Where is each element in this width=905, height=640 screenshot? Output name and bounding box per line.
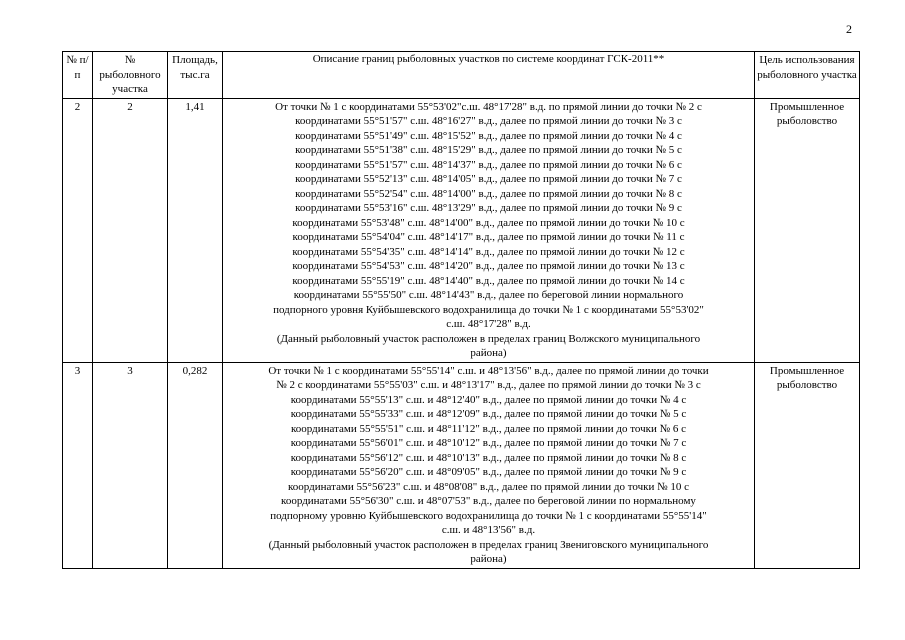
description-line: координатами 55°51'57" с.ш. 48°16'27" в.д., далее по прямой линии до точки № 3 с	[295, 115, 682, 127]
boundary-description-cell	[223, 98, 755, 362]
description-line: координатами 55°54'35" с.ш. 48°14'14" в.д., далее по прямой линии до точки № 12 с	[292, 245, 685, 258]
plot-number-cell: 3	[93, 362, 168, 568]
description-line: координатами 55°56'01" с.ш. и 48°10'12" в.д., далее по прямой линии до точки № 7 с	[290, 437, 687, 449]
description-line: с.ш. и 48°13'56" в.д.	[441, 524, 536, 536]
description-line: района)	[470, 347, 507, 359]
header-purpose: Цель использования рыболовного участка	[755, 52, 860, 99]
description-line: координатами 55°53'48" с.ш. 48°14'00" в.д., далее по прямой линии до точки № 10 с	[292, 216, 685, 229]
description-line: координатами 55°53'16" с.ш. 48°13'29" в.д., далее по прямой линии до точки № 9 с	[295, 202, 682, 214]
header-row-number: № п/п	[63, 52, 93, 99]
header-plot-number: № рыболовного участка	[93, 52, 168, 99]
description-line: (Данный рыболовный участок расположен в пределах границ Звениговского муниципального	[268, 538, 709, 551]
description-line: координатами 55°55'51" с.ш. и 48°11'12" в.д., далее по прямой линии до точки № 6 с	[290, 422, 687, 435]
purpose-cell: Промышленное рыболовство	[755, 98, 860, 362]
description-line: (Данный рыболовный участок расположен в пределах границ Волжского муниципального	[276, 332, 701, 345]
description-line: координатами 55°54'04" с.ш. 48°14'17" в.д., далее по прямой линии до точки № 11 с	[292, 231, 685, 243]
description-line: координатами 55°55'13" с.ш. и 48°12'40" в.д., далее по прямой линии до точки № 4 с	[290, 393, 687, 406]
description-line: подпорному уровню Куйбышевского водохранилища до точки № 1 с координатами 55°55'14"	[270, 509, 707, 522]
area-cell: 0,282	[168, 362, 223, 568]
description-line: района)	[470, 553, 507, 565]
boundary-description-cell	[223, 362, 755, 568]
description-line: № 2 с координатами 55°55'03" с.ш. и 48°13'17" в.д., далее по прямой линии до точки № 3 с	[276, 379, 701, 391]
description-line: подпорного уровня Куйбышевского водохранилища до точки № 1 с координатами 55°53'02"	[273, 303, 704, 316]
table-row	[63, 362, 860, 568]
description-line: От точки № 1 с координатами 55°53'02"с.ш. 48°17'28" в.д. по прямой линии до точки № 2 с	[275, 100, 702, 113]
description-line: координатами 55°54'53" с.ш. 48°14'20" в.д., далее по прямой линии до точки № 13 с	[292, 260, 685, 272]
description-line: От точки № 1 с координатами 55°55'14" с.ш. и 48°13'56" в.д., далее по прямой линии до точки	[268, 364, 709, 377]
plot-number-cell: 2	[93, 98, 168, 362]
description-line: координатами 55°56'30" с.ш. и 48°07'53" в.д., далее по береговой линии по нормальному	[281, 495, 696, 507]
description-line: координатами 55°55'50" с.ш. 48°14'43" в.д., далее по береговой линии нормального	[293, 289, 684, 301]
description-line: координатами 55°51'49" с.ш. 48°15'52" в.д., далее по прямой линии до точки № 4 с	[295, 129, 682, 142]
purpose-cell: Промышленное рыболовство	[755, 362, 860, 568]
description-line: координатами 55°55'33" с.ш. и 48°12'09" в.д., далее по прямой линии до точки № 5 с	[290, 408, 687, 420]
fishing-plots-table	[62, 51, 860, 569]
area-cell: 1,41	[168, 98, 223, 362]
description-line: координатами 55°56'12" с.ш. и 48°10'13" в.д., далее по прямой линии до точки № 8 с	[290, 451, 687, 464]
table-header-row	[63, 52, 860, 99]
description-line: координатами 55°51'38" с.ш. 48°15'29" в.д., далее по прямой линии до точки № 5 с	[295, 144, 682, 156]
description-line: координатами 55°56'20" с.ш. и 48°09'05" в.д., далее по прямой линии до точки № 9 с	[290, 466, 687, 478]
header-boundary-description: Описание границ рыболовных участков по системе координат ГСК-2011**	[223, 52, 755, 99]
description-line: координатами 55°52'54" с.ш. 48°14'00" в.д., далее по прямой линии до точки № 8 с	[295, 187, 682, 200]
header-area: Площадь, тыс.га	[168, 52, 223, 99]
description-line: координатами 55°51'57" с.ш. 48°14'37" в.д., далее по прямой линии до точки № 6 с	[295, 158, 682, 171]
description-line: координатами 55°56'23" с.ш. и 48°08'08" в.д., далее по прямой линии до точки № 10 с	[288, 480, 689, 493]
row-number-cell: 2	[63, 98, 93, 362]
description-line: координатами 55°52'13" с.ш. 48°14'05" в.д., далее по прямой линии до точки № 7 с	[295, 173, 682, 185]
table-row	[63, 98, 860, 362]
page-number: 2	[846, 22, 852, 36]
description-line: с.ш. 48°17'28" в.д.	[446, 318, 531, 330]
description-line: координатами 55°55'19" с.ш. 48°14'40" в.д., далее по прямой линии до точки № 14 с	[292, 274, 685, 287]
row-number-cell: 3	[63, 362, 93, 568]
